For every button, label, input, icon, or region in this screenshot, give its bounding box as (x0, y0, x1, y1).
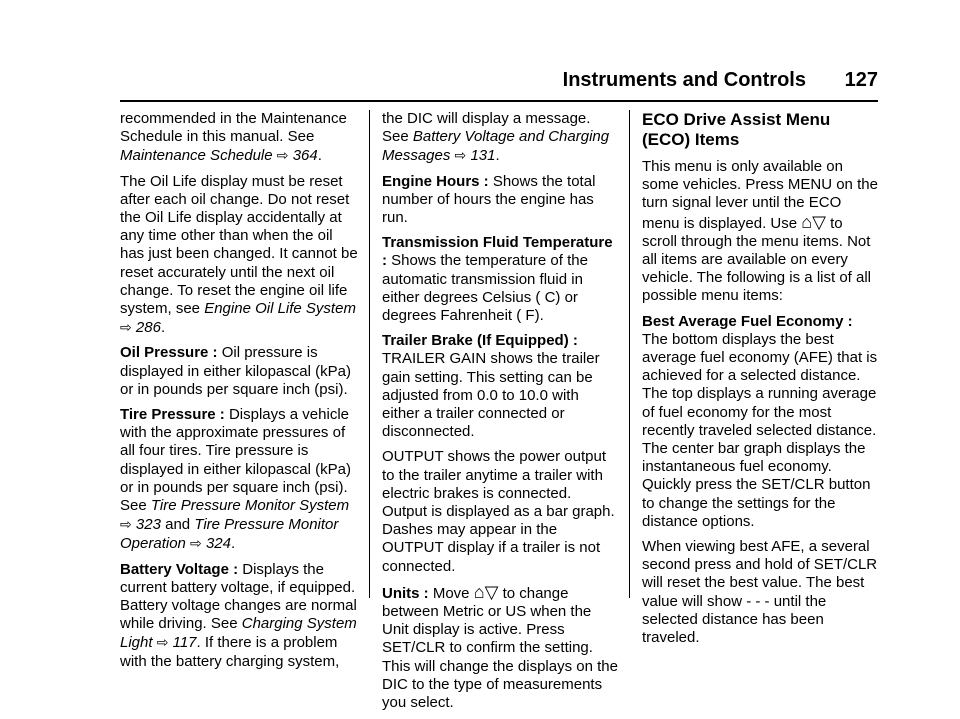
term-oil-pressure: Oil Pressure : (120, 344, 218, 362)
thumbwheel-up-icon: ⌂ (473, 581, 485, 602)
paragraph-viewing-best-afe: When viewing best AFE, a several second press and hold of SET/CLR will reset the best value. The best value will show - - - until the selected distance has been traveled. (642, 538, 878, 647)
paragraph-units: Units : Move ⌂▽ to change between Metric or US when the Unit display is active. Press SET/CLR to confirm the setting. This will change the displays on the DIC to the type of measurements you select. (382, 581, 618, 712)
column-3 (642, 110, 880, 654)
paragraph-oil-pressure: Oil Pressure : Oil pressure is displayed in either kilopascal (kPa) or in pounds per square inch (psi). (120, 344, 351, 398)
xref-charging-system-light[interactable]: Charging System Light (120, 615, 357, 652)
paragraph-trailer-brake: Trailer Brake (If Equipped) : TRAILER GAIN shows the trailer gain setting. This setting can be adjusted from 0.0 to 10.0 with either a trailer connected or disconnected. (382, 332, 600, 441)
paragraph-eco-intro: This menu is only available on some vehicles. Press MENU on the turn signal lever until the ECO menu is displayed. Use ⌂▽ to scroll through the menu items. Not all items are available on every vehicle. The following is a list of all possible menu items: (642, 158, 878, 305)
thumbwheel-down-icon: ▽ (484, 581, 499, 602)
column-divider-1 (369, 110, 370, 598)
xref-page[interactable]: 364 (292, 147, 318, 165)
xref-battery-voltage-messages[interactable]: Battery Voltage and Charging Messages (382, 128, 610, 165)
page-ref-arrow-icon: ⇨ (454, 147, 467, 164)
term-units: Units : (382, 584, 429, 602)
term-transmission-fluid: Transmission Fluid Temperature : (382, 234, 613, 270)
xref-engine-oil-life-system[interactable]: Engine Oil Life System (204, 300, 356, 318)
paragraph-output: OUTPUT shows the power output to the trailer anytime a trailer with electric brakes is connected. Output is displayed as a bar graph. Dashes may appear in the OUTPUT display if a trailer is not connected. (382, 448, 615, 575)
term-trailer-brake: Trailer Brake (If Equipped) : (382, 332, 578, 350)
term-best-average-fuel-economy: Best Average Fuel Economy : (642, 312, 853, 330)
paragraph-best-afe: Best Average Fuel Economy : The bottom displays the best average fuel economy (AFE) that is achieved for a selected distance. The top displays a running average of fuel economy for the most recently traveled selected distance. The center bar graph displays the instantaneous fuel economy. Quickly press the SET/CLR button to change the settings for the distance options. (642, 312, 878, 530)
xref-page[interactable]: 117 (172, 634, 197, 652)
dashes-placeholder: - - - (746, 592, 770, 610)
page-ref-arrow-icon: ⇨ (276, 147, 289, 164)
xref-page[interactable]: 131 (470, 147, 496, 165)
column-2 (382, 110, 618, 719)
page-ref-arrow-icon: ⇨ (120, 319, 132, 336)
column-divider-2 (629, 110, 630, 598)
page-ref-arrow-icon: ⇨ (156, 634, 169, 651)
paragraph-tire-pressure: Tire Pressure : Displays a vehicle with the approximate pressures of all four tires. Tire pressure is displayed in either kilopascal (kPa) or in pounds per square inch (psi). See Tire Pressure Monitor System ⇨ 323 and Tire Pressure Monitor Operation ⇨ 324. (120, 406, 351, 553)
paragraph-transmission-fluid: Transmission Fluid Temperature : Shows the temperature of the automatic transmission fluid in either degrees Celsius ( C) or degrees Fahrenheit ( F). (382, 234, 613, 325)
xref-page[interactable]: 323 (135, 516, 161, 534)
column-1 (120, 110, 360, 678)
xref-page[interactable]: 324 (205, 535, 231, 553)
term-engine-hours: Engine Hours : (382, 172, 489, 190)
term-tire-pressure: Tire Pressure : (120, 406, 225, 424)
section-heading-eco: ECO Drive Assist Menu (ECO) Items (642, 110, 831, 149)
header-rule (120, 100, 878, 102)
paragraph-oil-life: The Oil Life display must be reset after each oil change. Do not reset the Oil Life display accidentally at any time other than when the oil has just been changed. It cannot be reset accurately until the next oil change. To reset the engine oil life system, see Engine Oil Life System ⇨ 286. (120, 172, 358, 337)
xref-page[interactable]: 286 (135, 319, 161, 337)
page-ref-arrow-icon: ⇨ (190, 535, 202, 552)
section-title: Instruments and Controls (562, 69, 806, 91)
paragraph-dic-message: the DIC will display a message. See Battery Voltage and Charging Messages ⇨ 131. (382, 110, 610, 165)
paragraph-maintenance: recommended in the Maintenance Schedule in this manual. See Maintenance Schedule ⇨ 364. (120, 110, 347, 165)
page-number: 127 (844, 69, 878, 91)
paragraph-engine-hours: Engine Hours : Shows the total number of hours the engine has run. (382, 172, 596, 227)
page-ref-arrow-icon: ⇨ (120, 516, 132, 533)
term-battery-voltage: Battery Voltage : (120, 560, 239, 578)
xref-tire-pressure-monitor-operation[interactable]: Tire Pressure Monitor Operation (120, 516, 339, 553)
xref-tire-pressure-monitor-system[interactable]: Tire Pressure Monitor System (150, 497, 350, 515)
xref-maintenance-schedule[interactable]: Maintenance Schedule (120, 147, 273, 165)
thumbwheel-down-icon: ▽ (812, 211, 826, 232)
paragraph-battery-voltage: Battery Voltage : Displays the current battery voltage, if equipped. Battery voltage changes are normal while driving. See Charging System Light ⇨ 117. If there is a problem with the battery charging system, (120, 560, 357, 670)
thumbwheel-up-icon: ⌂ (801, 211, 813, 232)
